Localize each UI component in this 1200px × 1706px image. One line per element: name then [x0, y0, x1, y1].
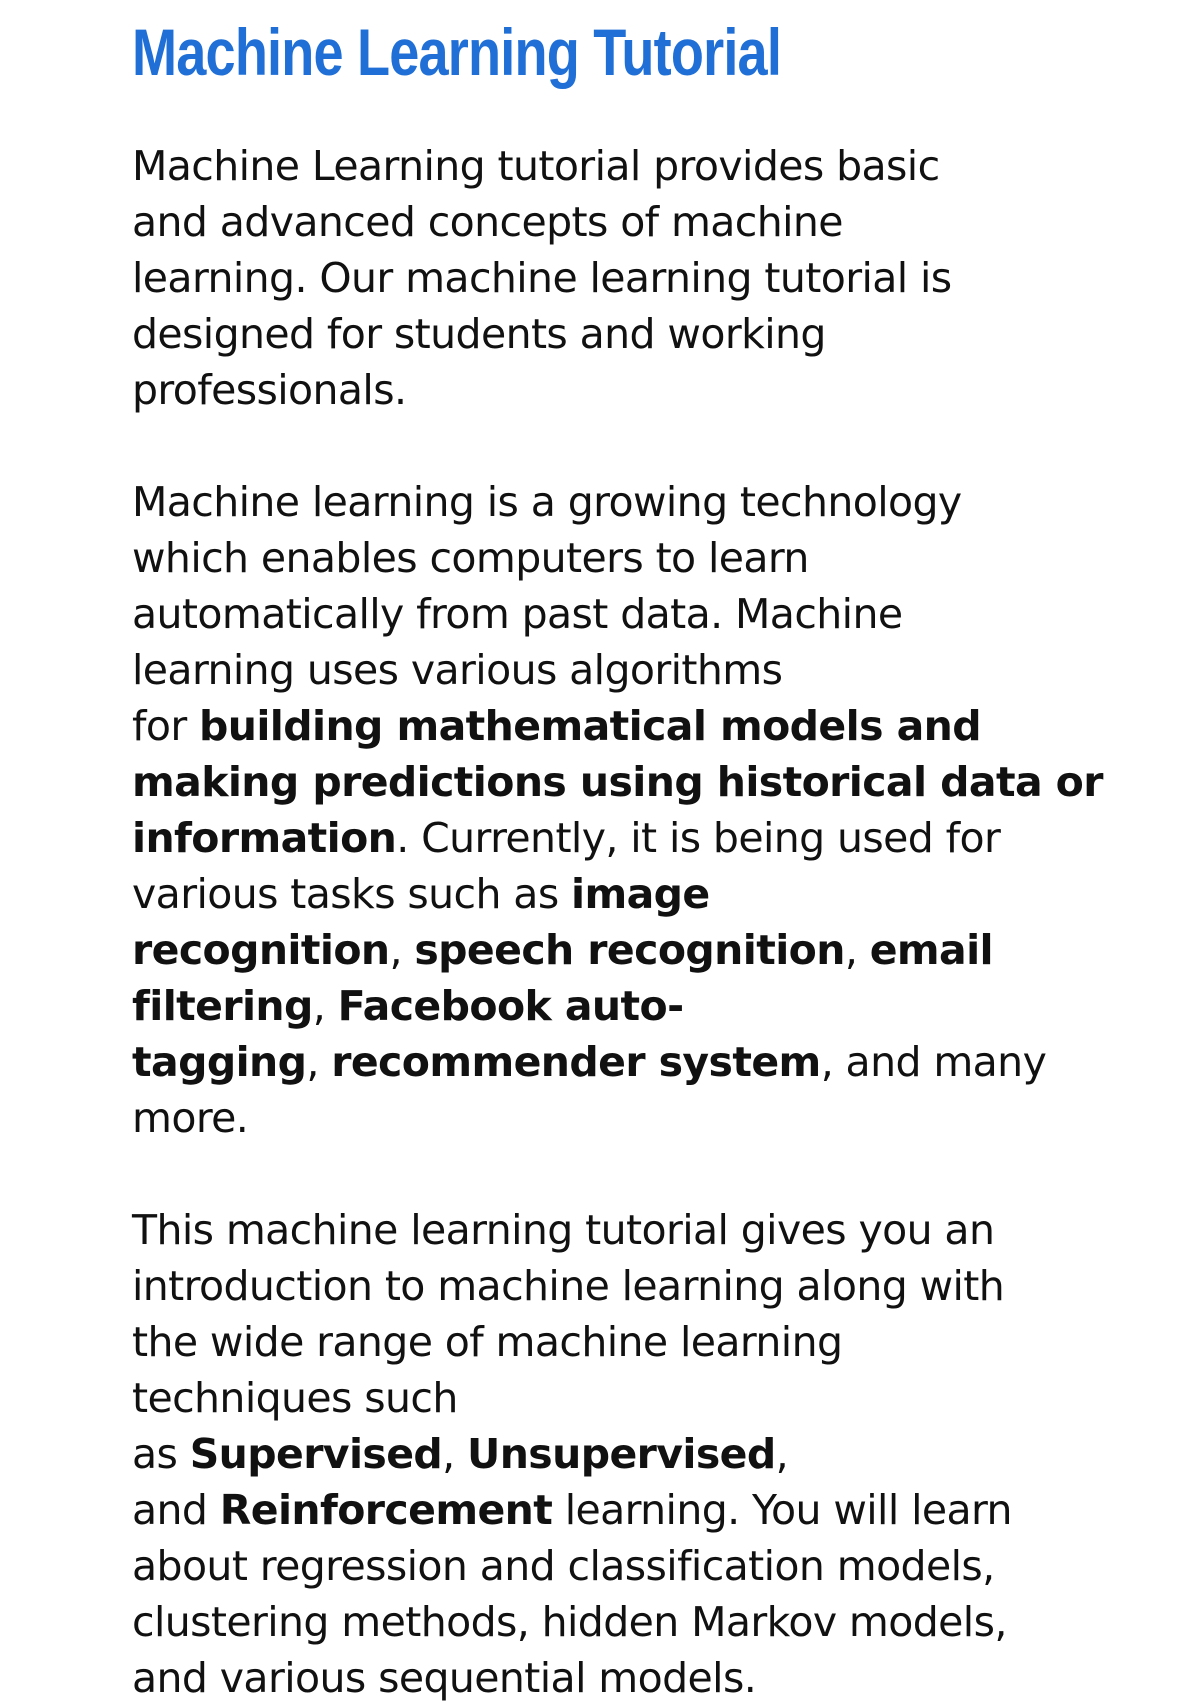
text-line [132, 978, 1132, 1034]
text-line: automatically from past data. Machine [132, 590, 903, 638]
bold-text: filtering [132, 982, 313, 1030]
text-line: Machine Learning tutorial provides basic [132, 142, 940, 190]
text-run: . Currently, it is being used for [396, 814, 1001, 862]
text-line: and various sequential models. [132, 1654, 757, 1702]
bold-text: image [571, 870, 710, 918]
bold-text: speech recognition [414, 926, 845, 974]
text-run: as [132, 1430, 190, 1478]
text-line: more. [132, 1094, 249, 1142]
text-run: , [312, 982, 338, 1030]
text-run: , [306, 1038, 332, 1086]
description-paragraph [132, 474, 1132, 1146]
text-line: clustering methods, hidden Markov models, [132, 1598, 1007, 1646]
bold-text: recognition [132, 926, 390, 974]
text-line: learning. Our machine learning tutorial is [132, 254, 952, 302]
text-line: the wide range of machine learning [132, 1318, 843, 1366]
overview-paragraph [132, 1202, 1132, 1706]
bold-text: Supervised [189, 1430, 443, 1478]
text-line: learning uses various algorithms [132, 646, 783, 694]
bold-text: information [132, 814, 397, 862]
text-line [132, 922, 1132, 978]
text-line: introduction to machine learning along with [132, 1262, 1005, 1310]
text-run: , [442, 1430, 468, 1478]
text-run: and [132, 1486, 220, 1534]
text-line [132, 866, 1132, 922]
text-line: techniques such [132, 1374, 458, 1422]
intro-paragraph [132, 138, 1132, 418]
bold-text: Unsupervised [467, 1430, 776, 1478]
text-line [132, 1034, 1132, 1090]
text-line: designed for students and working [132, 310, 826, 358]
text-run: , and many [820, 1038, 1047, 1086]
text-line [132, 1426, 1132, 1482]
text-line [132, 1482, 1132, 1538]
paragraph-gap [132, 418, 1132, 474]
bold-text: Reinforcement [219, 1486, 553, 1534]
text-run: learning. You will learn [552, 1486, 1012, 1534]
text-line: Machine learning is a growing technology [132, 478, 962, 526]
text-line: professionals. [132, 366, 407, 414]
text-line [132, 754, 1132, 810]
text-line: This machine learning tutorial gives you an [132, 1206, 995, 1254]
paragraph-gap [132, 1146, 1132, 1202]
text-run: , [844, 926, 870, 974]
bold-text: recommender system [331, 1038, 821, 1086]
text-run: various tasks such as [132, 870, 572, 918]
page-title: Machine Learning Tutorial [132, 15, 782, 89]
text-run: , [775, 1430, 789, 1478]
text-line: about regression and classification models, [132, 1542, 995, 1590]
bold-text: email [869, 926, 993, 974]
bold-text: building mathematical models and [199, 702, 981, 750]
bold-text: Facebook auto- [337, 982, 684, 1030]
bold-text: tagging [132, 1038, 307, 1086]
text-line [132, 698, 1132, 754]
text-line: which enables computers to learn [132, 534, 809, 582]
text-run: , [389, 926, 415, 974]
text-line [132, 810, 1132, 866]
article [132, 0, 1132, 1706]
bold-text: making predictions using historical data or [132, 758, 1103, 806]
text-line: and advanced concepts of machine [132, 198, 843, 246]
text-run: for [132, 702, 200, 750]
